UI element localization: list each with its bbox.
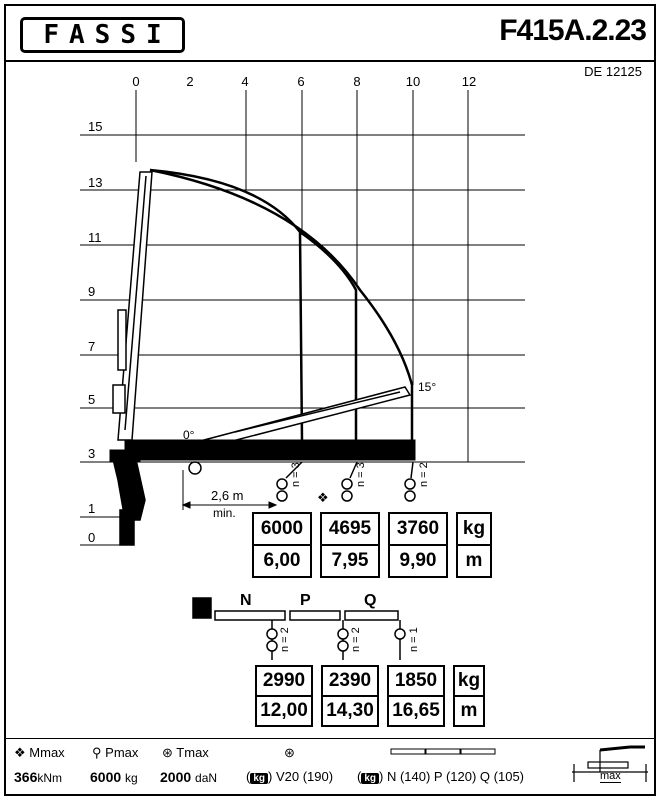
grid-lines [80,90,525,545]
extension-icon [390,746,500,760]
load-table-2 [255,665,485,727]
falls-label-2: n = 3 [355,462,367,487]
winch-icon: ⊛ [162,745,173,760]
extension-p-label: P [300,592,311,609]
legend-pmax-value: 6000 kg [90,769,138,785]
x-tick-10: 10 [405,74,421,89]
y-tick-0: 0 [88,530,96,545]
winch-icon-2: ⊛ [284,745,295,760]
y-tick-3: 3 [88,446,96,461]
max-label: max [600,770,621,782]
extension-n-label: N [240,592,252,609]
pmax-label: Pmax [105,745,139,760]
outreach-cell: 9,90 [389,545,447,577]
min-label: min. [213,506,236,520]
load-cell: 3760 [389,513,447,545]
x-tick-2: 2 [186,74,194,89]
model-title: F415A.2.23 [499,14,646,47]
falls-label-1: n = 3 [290,462,302,487]
legend-mmax [14,745,65,761]
ext-falls-3: n = 1 [408,627,420,652]
outreach-cell: 6,00 [253,545,311,577]
fassi-logo: FASSI [20,17,185,53]
angle-0-label: 0° [183,428,195,442]
legend-mmax-value: 366kNm [14,769,63,785]
legend-divider [4,738,656,739]
outreach-cell: 14,30 [322,696,378,726]
outreach-cell: 12,00 [256,696,312,726]
star-icon: ❖ [14,745,26,760]
load-cell: 6000 [253,513,311,545]
legend-pmax [92,745,138,761]
y-tick-7: 7 [88,339,96,354]
y-tick-11: 11 [88,230,102,245]
kg-badge: kg [361,773,379,784]
extension-q-label: Q [364,592,377,609]
load-cell: 2990 [256,666,312,696]
outreach-cell: 16,65 [388,696,444,726]
hook-icon: ⚲ [92,745,102,760]
y-tick-9: 9 [88,284,96,299]
mmax-label: Mmax [29,745,65,760]
boom-raised [113,172,152,440]
legend-winch-v: ( kg ) V20 (190) [246,769,334,784]
y-tick-1: 1 [88,501,96,516]
x-tick-12: 12 [461,74,477,89]
kg-badge: kg [250,773,268,784]
ext-falls-1: n = 2 [279,627,291,652]
ext-falls-2: n = 2 [350,627,362,652]
x-tick-6: 6 [297,74,305,89]
x-tick-4: 4 [241,74,249,89]
load-cell: 2390 [322,666,378,696]
boom-horizontal [110,440,415,462]
tmax-label: Tmax [176,745,209,760]
y-tick-5: 5 [88,392,96,407]
load-table-1 [252,512,492,578]
unit-m: m [457,545,491,577]
min-distance-value: 2,6 m [211,488,244,503]
unit-kg: kg [454,666,484,696]
document-code: DE 12125 [584,64,642,79]
falls-label-3: n = 2 [418,462,430,487]
legend-winch-npq: ( kg ) N (140) P (120) Q (105) [357,769,525,784]
load-cell: 1850 [388,666,444,696]
star-symbol: ❖ [317,490,329,505]
legend-tmax-value: 2000 daN [160,769,218,785]
legend-tmax [162,745,209,761]
y-tick-13: 13 [88,175,103,190]
unit-kg: kg [457,513,491,545]
outreach-cell: 7,95 [321,545,379,577]
y-tick-15: 15 [88,119,103,134]
angle-15-label: 15° [418,380,437,394]
unit-m: m [454,696,484,726]
x-tick-8: 8 [353,74,361,89]
load-cell: 4695 [321,513,379,545]
crane-column [112,455,201,545]
x-tick-0: 0 [132,74,140,89]
